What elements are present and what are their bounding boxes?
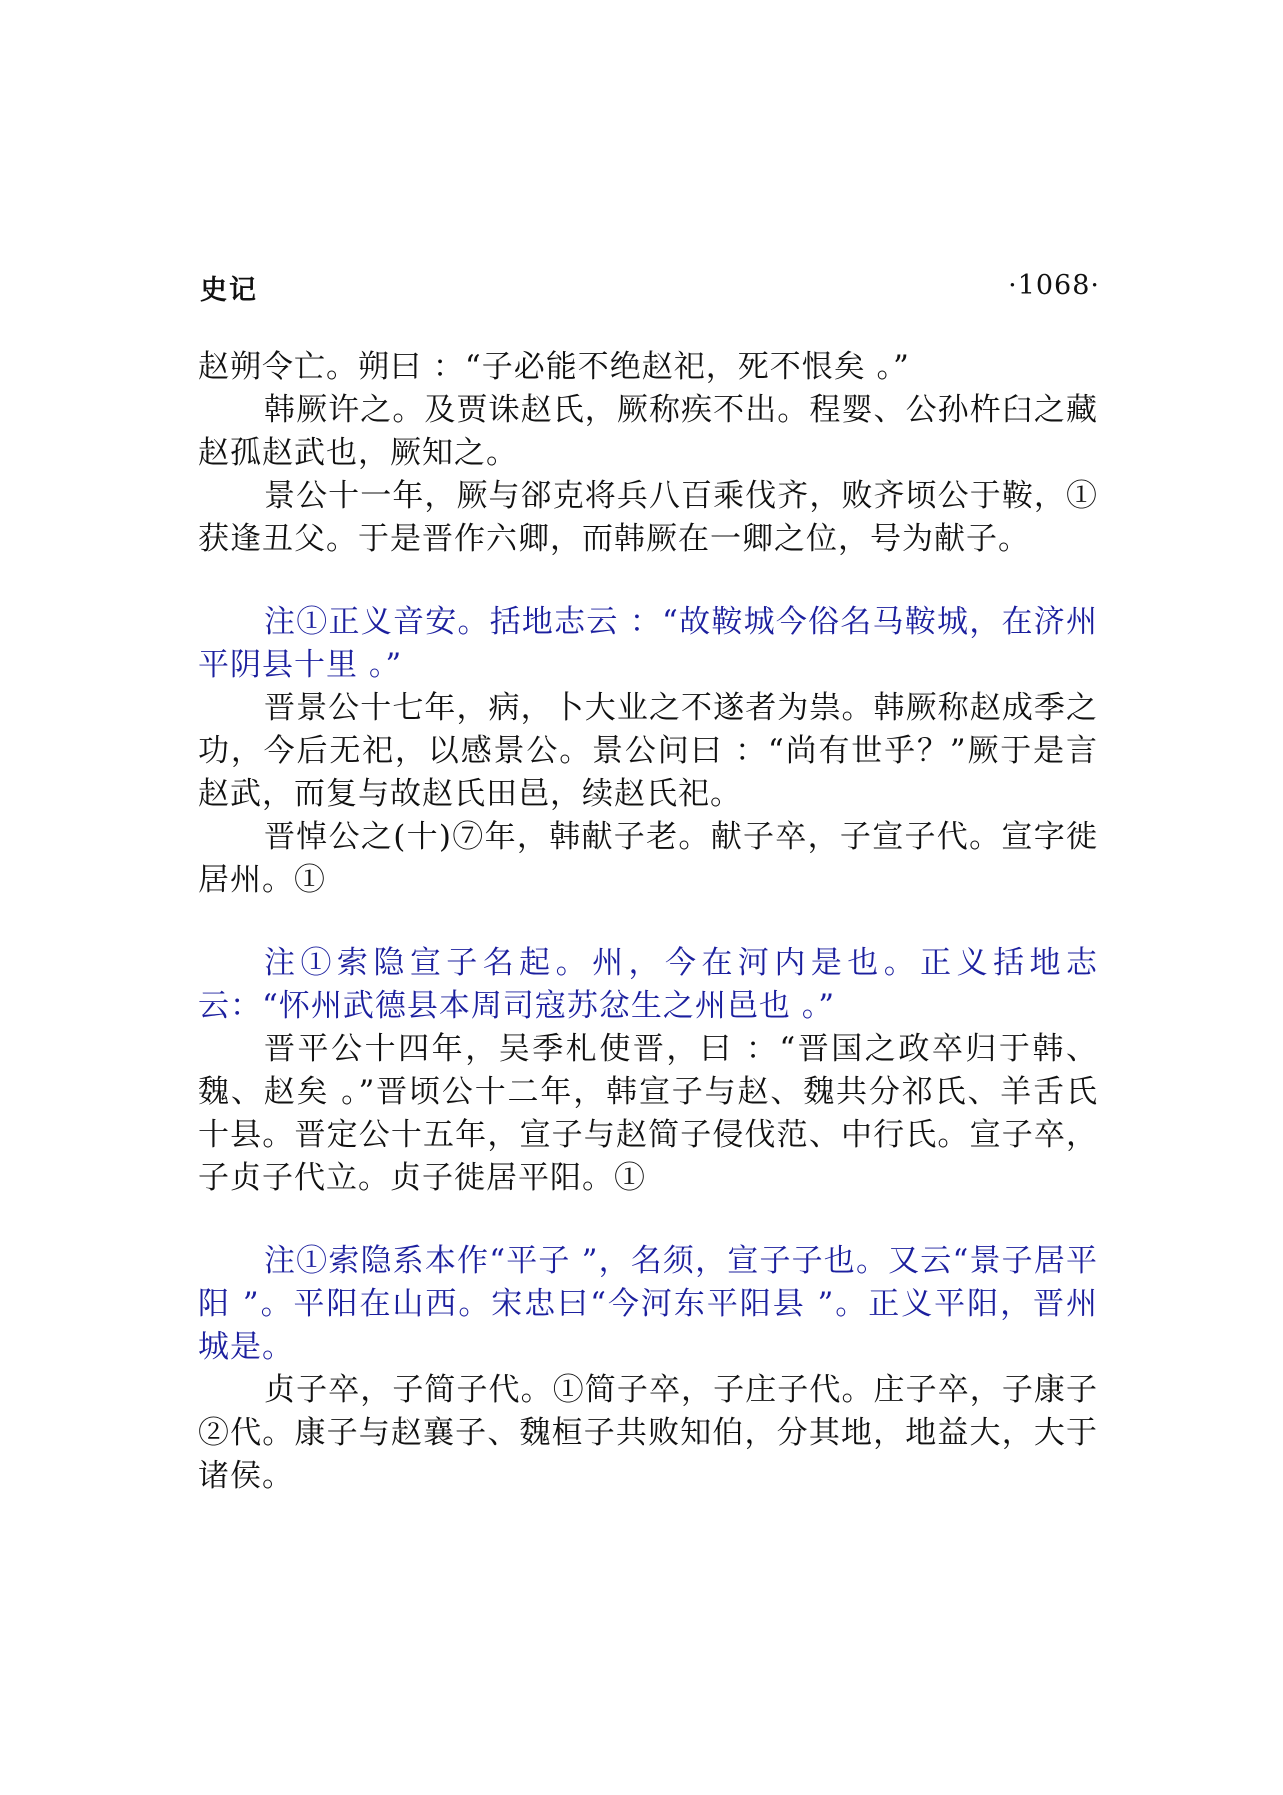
page-number: ·1068· xyxy=(1008,270,1100,301)
footnote-paragraph: 注①正义音安。括地志云 ：“故鞍城今俗名马鞍城，在济州平阴县十里 。” xyxy=(198,604,1098,683)
body-paragraph: 晋悼公之(十)⑦年，韩献子老。献子卒，子宣子代。宣字徙居州。① xyxy=(198,819,1098,898)
page-header xyxy=(200,268,1100,308)
body-paragraph: 韩厥许之。及贾诛赵氏，厥称疾不出。程婴、公孙杵臼之藏赵孤赵武也，厥知之。 xyxy=(198,392,1098,471)
body-paragraph: 贞子卒，子简子代。①简子卒，子庄子代。庄子卒，子康子②代。康子与赵襄子、魏桓子共败知伯，分其地，地益大，大于诸侯。 xyxy=(198,1372,1098,1494)
body-paragraph: 赵朔令亡。朔曰 ：“子必能不绝赵祀，死不恨矣 。” xyxy=(198,349,910,385)
footnote-paragraph: 注①索隐宣子名起。州，今在河内是也。正义括地志云：“怀州武德县本周司寇苏忿生之州邑也 。” xyxy=(198,945,1098,1024)
book-title: 史记 xyxy=(200,275,258,306)
body-paragraph: 晋景公十七年，病，卜大业之不遂者为祟。韩厥称赵成季之功，今后无祀，以感景公。景公问曰 ：“尚有世乎？”厥于是言赵武，而复与故赵氏田邑，续赵氏祀。 xyxy=(198,690,1098,812)
body-paragraph: 晋平公十四年，吴季札使晋，曰 ：“晋国之政卒归于韩、魏、赵矣 。”晋顷公十二年，韩宣子与赵、魏共分祁氏、羊舌氏十县。晋定公十五年，宣子与赵简子侵伐范、中行氏。宣子卒，子贞子代立。贞子徙居平阳。① xyxy=(198,1031,1098,1196)
body-paragraph: 景公十一年，厥与郤克将兵八百乘伐齐，败齐顷公于鞍，①获逢丑父。于是晋作六卿，而韩厥在一卿之位，号为献子。 xyxy=(198,478,1098,557)
page-body xyxy=(198,346,1098,1498)
footnote-paragraph: 注①索隐系本作“平子 ”，名须，宣子子也。又云“景子居平阳 ”。平阳在山西。宋忠曰“今河东平阳县 ”。正义平阳，晋州城是。 xyxy=(198,1243,1098,1365)
